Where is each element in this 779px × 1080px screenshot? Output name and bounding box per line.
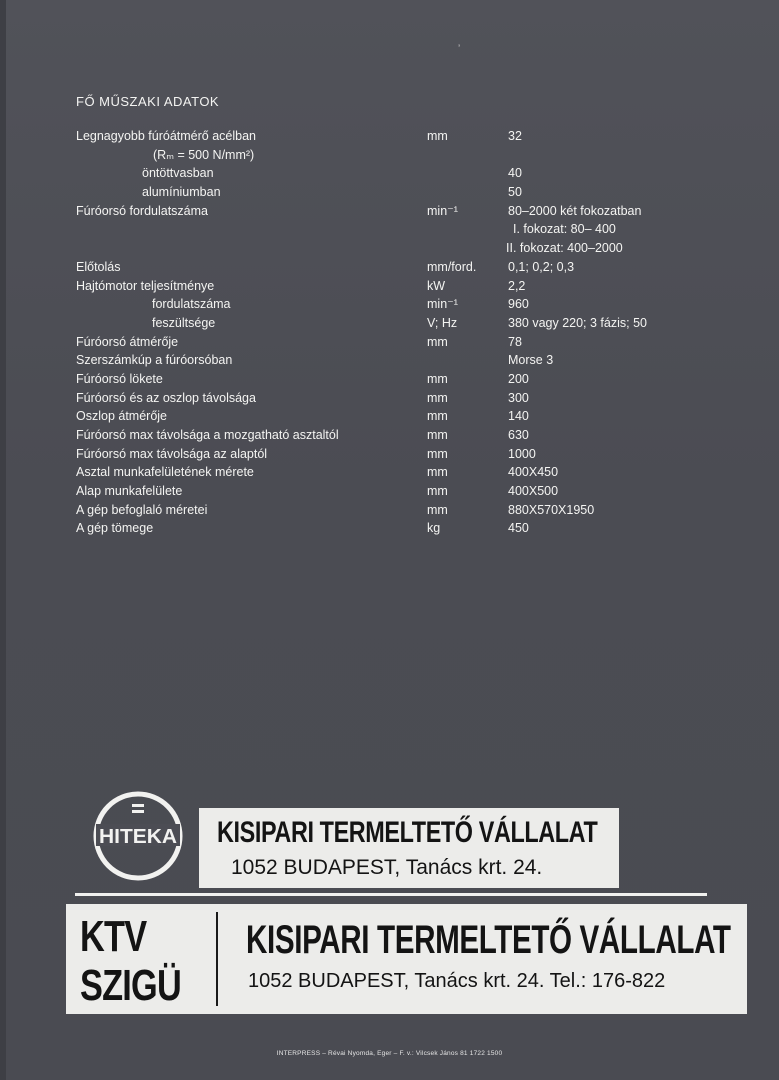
spec-label: Oszlop átmérője <box>76 409 168 424</box>
divider-rule <box>75 893 707 896</box>
spec-value: 32 <box>508 129 522 143</box>
company-box-2 <box>66 904 747 1014</box>
spec-row <box>76 127 716 146</box>
spec-row <box>76 407 716 426</box>
spec-unit: mm <box>427 129 448 143</box>
spec-value: 80–2000 két fokozatban <box>508 203 642 218</box>
company-abbr-szigu: SZIGÜ <box>80 961 181 1010</box>
spec-value: 450 <box>508 521 529 536</box>
spec-unit: kg <box>427 521 441 536</box>
spec-unit: kW <box>427 278 446 293</box>
vertical-divider <box>216 912 218 1006</box>
spec-label: Alap munkafelülete <box>76 484 183 499</box>
spec-label: (Rₘ = 500 N/mm²) <box>153 147 255 162</box>
spec-label: Fúróorsó és az oszlop távolsága <box>76 390 256 405</box>
spec-unit: mm <box>427 465 448 480</box>
spec-label: alumíniumban <box>142 185 221 200</box>
spec-value: 400X450 <box>508 465 559 480</box>
spec-unit: min⁻¹ <box>427 203 458 218</box>
spec-row <box>76 239 716 258</box>
spec-value: 960 <box>508 297 529 312</box>
spec-row <box>76 482 716 501</box>
hiteka-logo <box>92 790 184 882</box>
spec-unit: mm <box>427 390 448 405</box>
spec-value: 630 <box>508 428 529 442</box>
spec-row <box>76 164 716 183</box>
spec-label: öntöttvasban <box>142 166 214 181</box>
spec-value: 1000 <box>508 446 536 461</box>
spec-row <box>76 501 716 520</box>
spec-unit: min⁻¹ <box>427 297 458 312</box>
spec-unit: mm <box>427 371 448 386</box>
spec-unit: V; Hz <box>427 315 458 330</box>
spec-value: 50 <box>508 185 522 200</box>
spec-row <box>76 351 716 370</box>
spec-label: Fúróorsó lökete <box>76 371 163 386</box>
spec-value: 78 <box>508 334 522 349</box>
spec-table <box>76 127 716 538</box>
spec-row <box>76 519 716 538</box>
spec-row <box>76 333 716 352</box>
spec-label: Fúróorsó max távolsága az alaptól <box>76 446 268 461</box>
spec-unit: mm <box>427 484 448 499</box>
spec-unit: mm <box>427 428 448 442</box>
spec-label: feszültsége <box>152 315 216 330</box>
spec-row <box>76 258 716 277</box>
print-footer: INTERPRESS – Révai Nyomda, Eger – F. v.: Vilcsek János 81 1722 1500 <box>276 1050 503 1057</box>
spec-value: 300 <box>508 390 529 405</box>
spec-row <box>76 314 716 333</box>
spec-label: Fúróorsó átmérője <box>76 334 179 349</box>
spec-value: 200 <box>508 371 529 386</box>
spec-label: Fúróorsó max távolsága a mozgatható asztaltól <box>76 428 339 442</box>
logo-text: HITEKA <box>99 826 177 848</box>
page-edge <box>0 0 6 1080</box>
spec-row <box>76 295 716 314</box>
spec-row <box>76 370 716 389</box>
spec-label: A gép tömege <box>76 521 154 536</box>
spec-unit: mm/ford. <box>427 259 477 274</box>
spec-row <box>76 389 716 408</box>
spec-value: 140 <box>508 409 529 424</box>
company-abbr-ktv: KTV <box>80 912 147 961</box>
company-address-2: 1052 BUDAPEST, Tanács krt. 24. Tel.: 176-822 <box>248 970 666 992</box>
spec-row <box>76 445 716 464</box>
spec-row <box>76 277 716 296</box>
spec-unit: mm <box>427 446 448 461</box>
spec-row <box>76 202 716 221</box>
spec-row <box>76 463 716 482</box>
spec-label: Előtolás <box>76 259 121 274</box>
spec-label: fordulatszáma <box>152 297 231 312</box>
spec-row <box>76 146 716 165</box>
spec-value: 0,1; 0,2; 0,3 <box>508 259 575 274</box>
spec-unit: mm <box>427 334 448 349</box>
spec-unit: mm <box>427 409 448 424</box>
spec-label: Asztal munkafelületének mérete <box>76 465 254 480</box>
spec-row <box>76 426 716 445</box>
company-name-2: KISIPARI TERMELTETŐ VÁLLALAT <box>246 918 731 962</box>
spec-unit: mm <box>427 502 448 517</box>
spec-label: Hajtómotor teljesítménye <box>76 278 215 293</box>
spec-value: I. fokozat: 80– 400 <box>513 222 616 237</box>
company-name-1: KISIPARI TERMELTETŐ VÁLLALAT <box>217 816 598 849</box>
spec-value: Morse 3 <box>508 353 554 368</box>
spec-value: II. fokozat: 400–2000 <box>506 241 623 256</box>
spec-value: 880X570X1950 <box>508 502 595 517</box>
spec-value: 40 <box>508 166 522 181</box>
print-speck: ʼ <box>458 44 461 55</box>
spec-label: A gép befoglaló méretei <box>76 502 208 517</box>
spec-value: 380 vagy 220; 3 fázis; 50 <box>508 315 647 330</box>
spec-value: 400X500 <box>508 484 559 499</box>
spec-value: 2,2 <box>508 278 526 293</box>
company-address-1: 1052 BUDAPEST, Tanács krt. 24. <box>231 856 543 879</box>
spec-row <box>76 183 716 202</box>
spec-row <box>76 220 716 239</box>
page-title: FŐ MŰSZAKI ADATOK <box>76 94 220 109</box>
spec-label: Fúróorsó fordulatszáma <box>76 203 209 218</box>
spec-label: Szerszámkúp a fúróorsóban <box>76 353 233 368</box>
spec-label: Legnagyobb fúróátmérő acélban <box>76 129 256 143</box>
company-box-1 <box>199 808 619 888</box>
